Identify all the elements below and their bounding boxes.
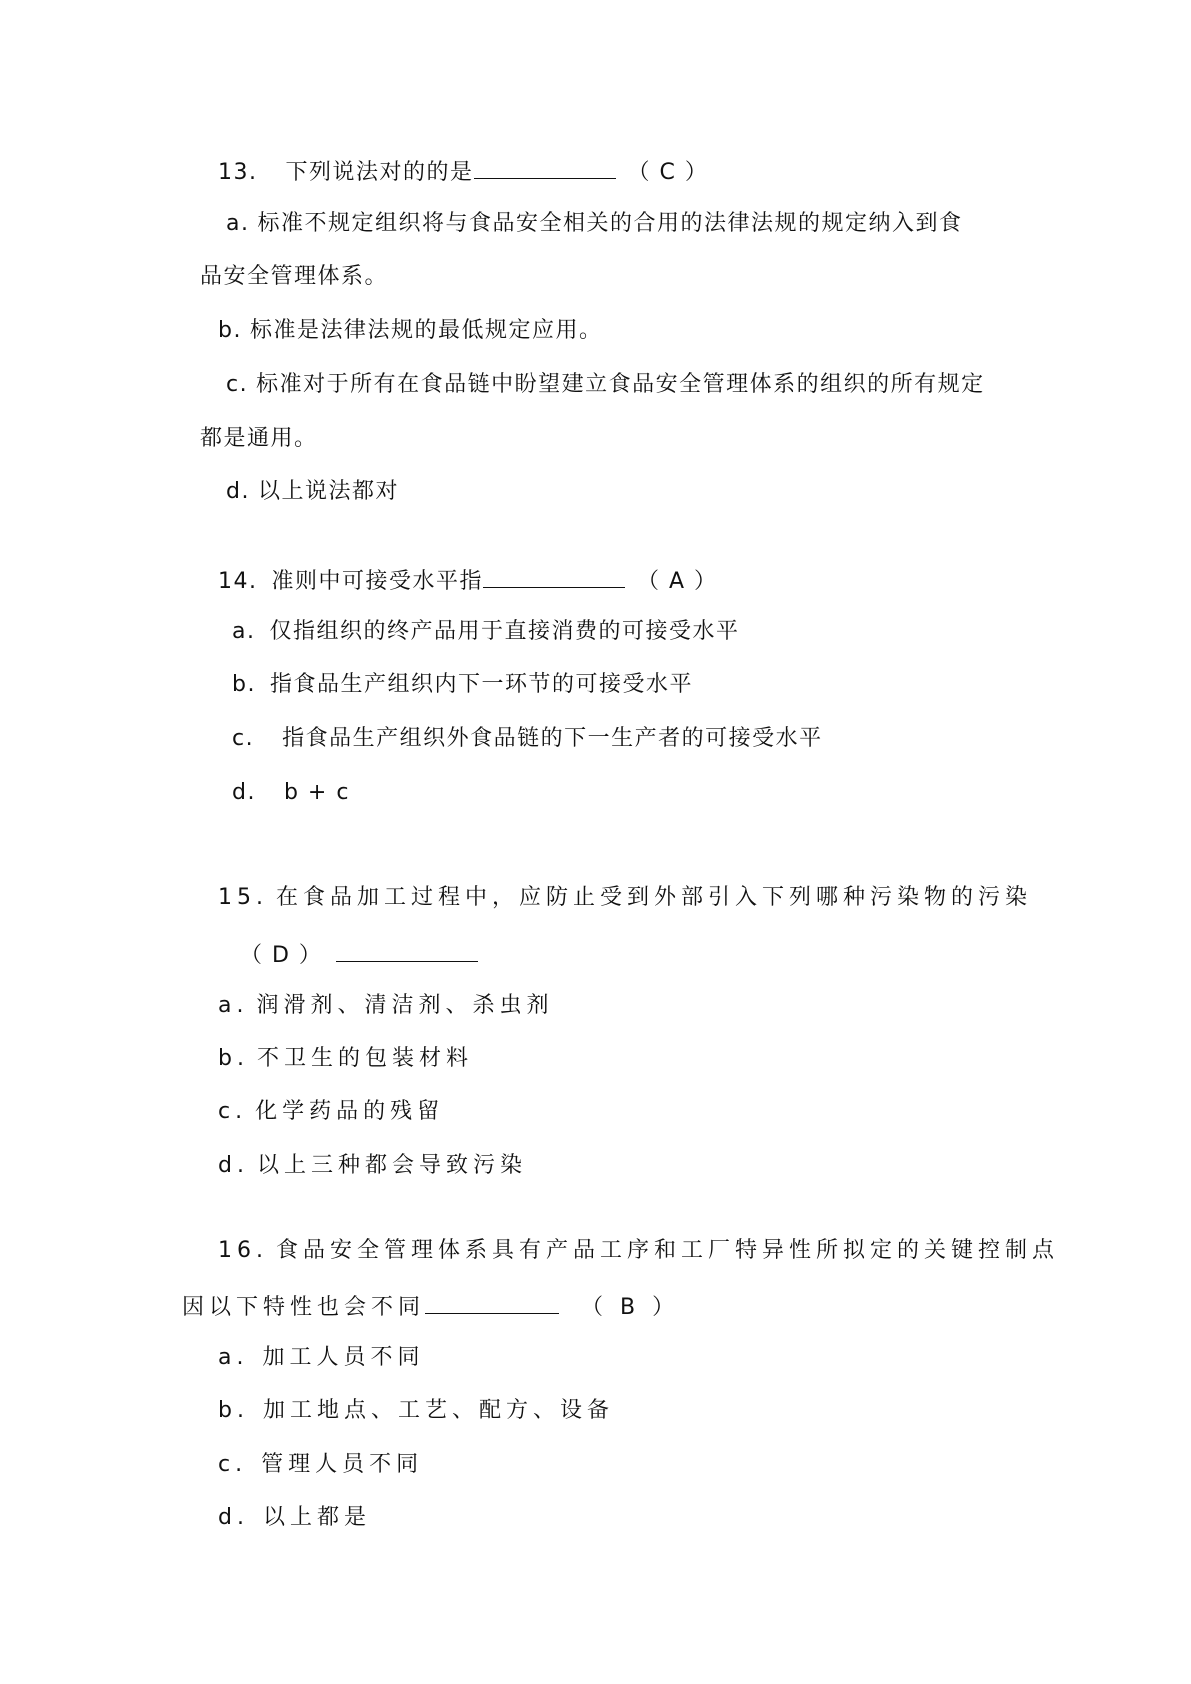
question-13-option-a <box>226 209 963 239</box>
answer-blank <box>336 937 478 962</box>
option-text: 化学药品的残留 <box>255 1099 445 1124</box>
question-13-option-a-continued <box>200 262 388 292</box>
option-text: 标准对于所有在食品链中盼望建立食品安全管理体系的组织的所有规定 <box>256 372 985 397</box>
answer-key: （ A ） <box>637 569 718 594</box>
option-text: 润滑剂、清洁剂、杀虫剂 <box>256 993 554 1018</box>
option-letter: d. <box>232 780 256 805</box>
question-16-stem-line <box>218 1236 1059 1266</box>
option-letter: c. <box>226 372 249 397</box>
question-14-option-b <box>232 670 693 700</box>
question-15-option-a <box>218 991 554 1021</box>
option-text: 以上都是 <box>262 1505 371 1530</box>
option-letter: c. <box>232 726 255 751</box>
option-text: 都是通用。 <box>200 426 318 451</box>
question-13-option-d <box>226 477 399 507</box>
option-letter: a. <box>226 211 250 236</box>
option-letter: d. <box>218 1505 249 1530</box>
answer-blank <box>474 154 616 179</box>
question-16-option-a <box>218 1343 425 1373</box>
option-letter: b. <box>218 1398 249 1423</box>
question-15-answer-line <box>240 937 490 971</box>
option-text: 标准是法律法规的最低规定应用。 <box>249 318 603 343</box>
question-15-stem-line <box>218 883 1032 913</box>
option-letter: d. <box>226 479 250 504</box>
option-letter: b. <box>232 672 256 697</box>
answer-key: （ D ） <box>240 943 323 968</box>
answer-blank <box>483 563 625 588</box>
option-text: 品安全管理体系。 <box>200 264 389 289</box>
question-14-option-d <box>232 778 350 808</box>
option-letter: a. <box>218 1345 249 1370</box>
question-14-stem-line <box>218 563 718 597</box>
option-letter: a. <box>218 993 249 1018</box>
question-15-option-d <box>218 1151 527 1181</box>
question-13-option-c-continued <box>200 424 318 454</box>
option-text: 仅指组织的终产品用于直接消费的可接受水平 <box>269 619 740 644</box>
answer-key: （ B ） <box>581 1295 680 1320</box>
option-text: 指食品生产组织外食品链的下一生产者的可接受水平 <box>282 726 823 751</box>
question-16-option-c <box>218 1450 423 1480</box>
question-stem: 下列说法对的的是 <box>285 160 474 185</box>
question-number: 13. <box>218 160 258 185</box>
question-13-option-c <box>226 370 985 400</box>
question-stem: 在食品加工过程中，应防止受到外部引入下列哪种污染物的污染 <box>276 885 1033 910</box>
option-text: b + c <box>283 780 350 805</box>
question-stem: 食品安全管理体系具有产品工序和工厂特异性所拟定的关键控制点 <box>276 1238 1060 1263</box>
option-letter: d. <box>218 1153 249 1178</box>
question-number: 14. <box>218 569 258 594</box>
option-letter: c. <box>218 1099 248 1124</box>
question-16-option-d <box>218 1503 371 1533</box>
answer-key: （ C ） <box>627 160 709 185</box>
option-letter: b. <box>218 1046 249 1071</box>
question-number: 16. <box>218 1238 268 1263</box>
option-text: 加工人员不同 <box>262 1345 425 1370</box>
question-15-option-b <box>218 1044 473 1074</box>
option-text: 指食品生产组织内下一环节的可接受水平 <box>269 672 693 697</box>
answer-blank <box>425 1289 559 1314</box>
question-16-stem-continued <box>182 1289 679 1323</box>
question-13-option-b <box>218 316 602 346</box>
question-16-option-b <box>218 1396 614 1426</box>
option-letter: c. <box>218 1452 248 1477</box>
option-text: 不卫生的包装材料 <box>256 1046 473 1071</box>
option-text: 以上三种都会导致污染 <box>256 1153 527 1178</box>
question-14-option-a <box>232 617 740 647</box>
question-15-option-c <box>218 1097 444 1127</box>
option-letter: a. <box>232 619 256 644</box>
question-stem: 准则中可接受水平指 <box>271 569 484 594</box>
question-13-stem-line <box>218 154 708 188</box>
option-text: 管理人员不同 <box>261 1452 424 1477</box>
option-text: 以上说法都对 <box>257 479 399 504</box>
option-text: 标准不规定组织将与食品安全相关的合用的法律法规的规定纳入到食 <box>257 211 963 236</box>
option-letter: b. <box>218 318 242 343</box>
question-stem: 因以下特性也会不同 <box>182 1295 426 1320</box>
question-number: 15. <box>218 885 268 910</box>
question-14-option-c <box>232 724 823 754</box>
option-text: 加工地点、工艺、配方、设备 <box>262 1398 614 1423</box>
